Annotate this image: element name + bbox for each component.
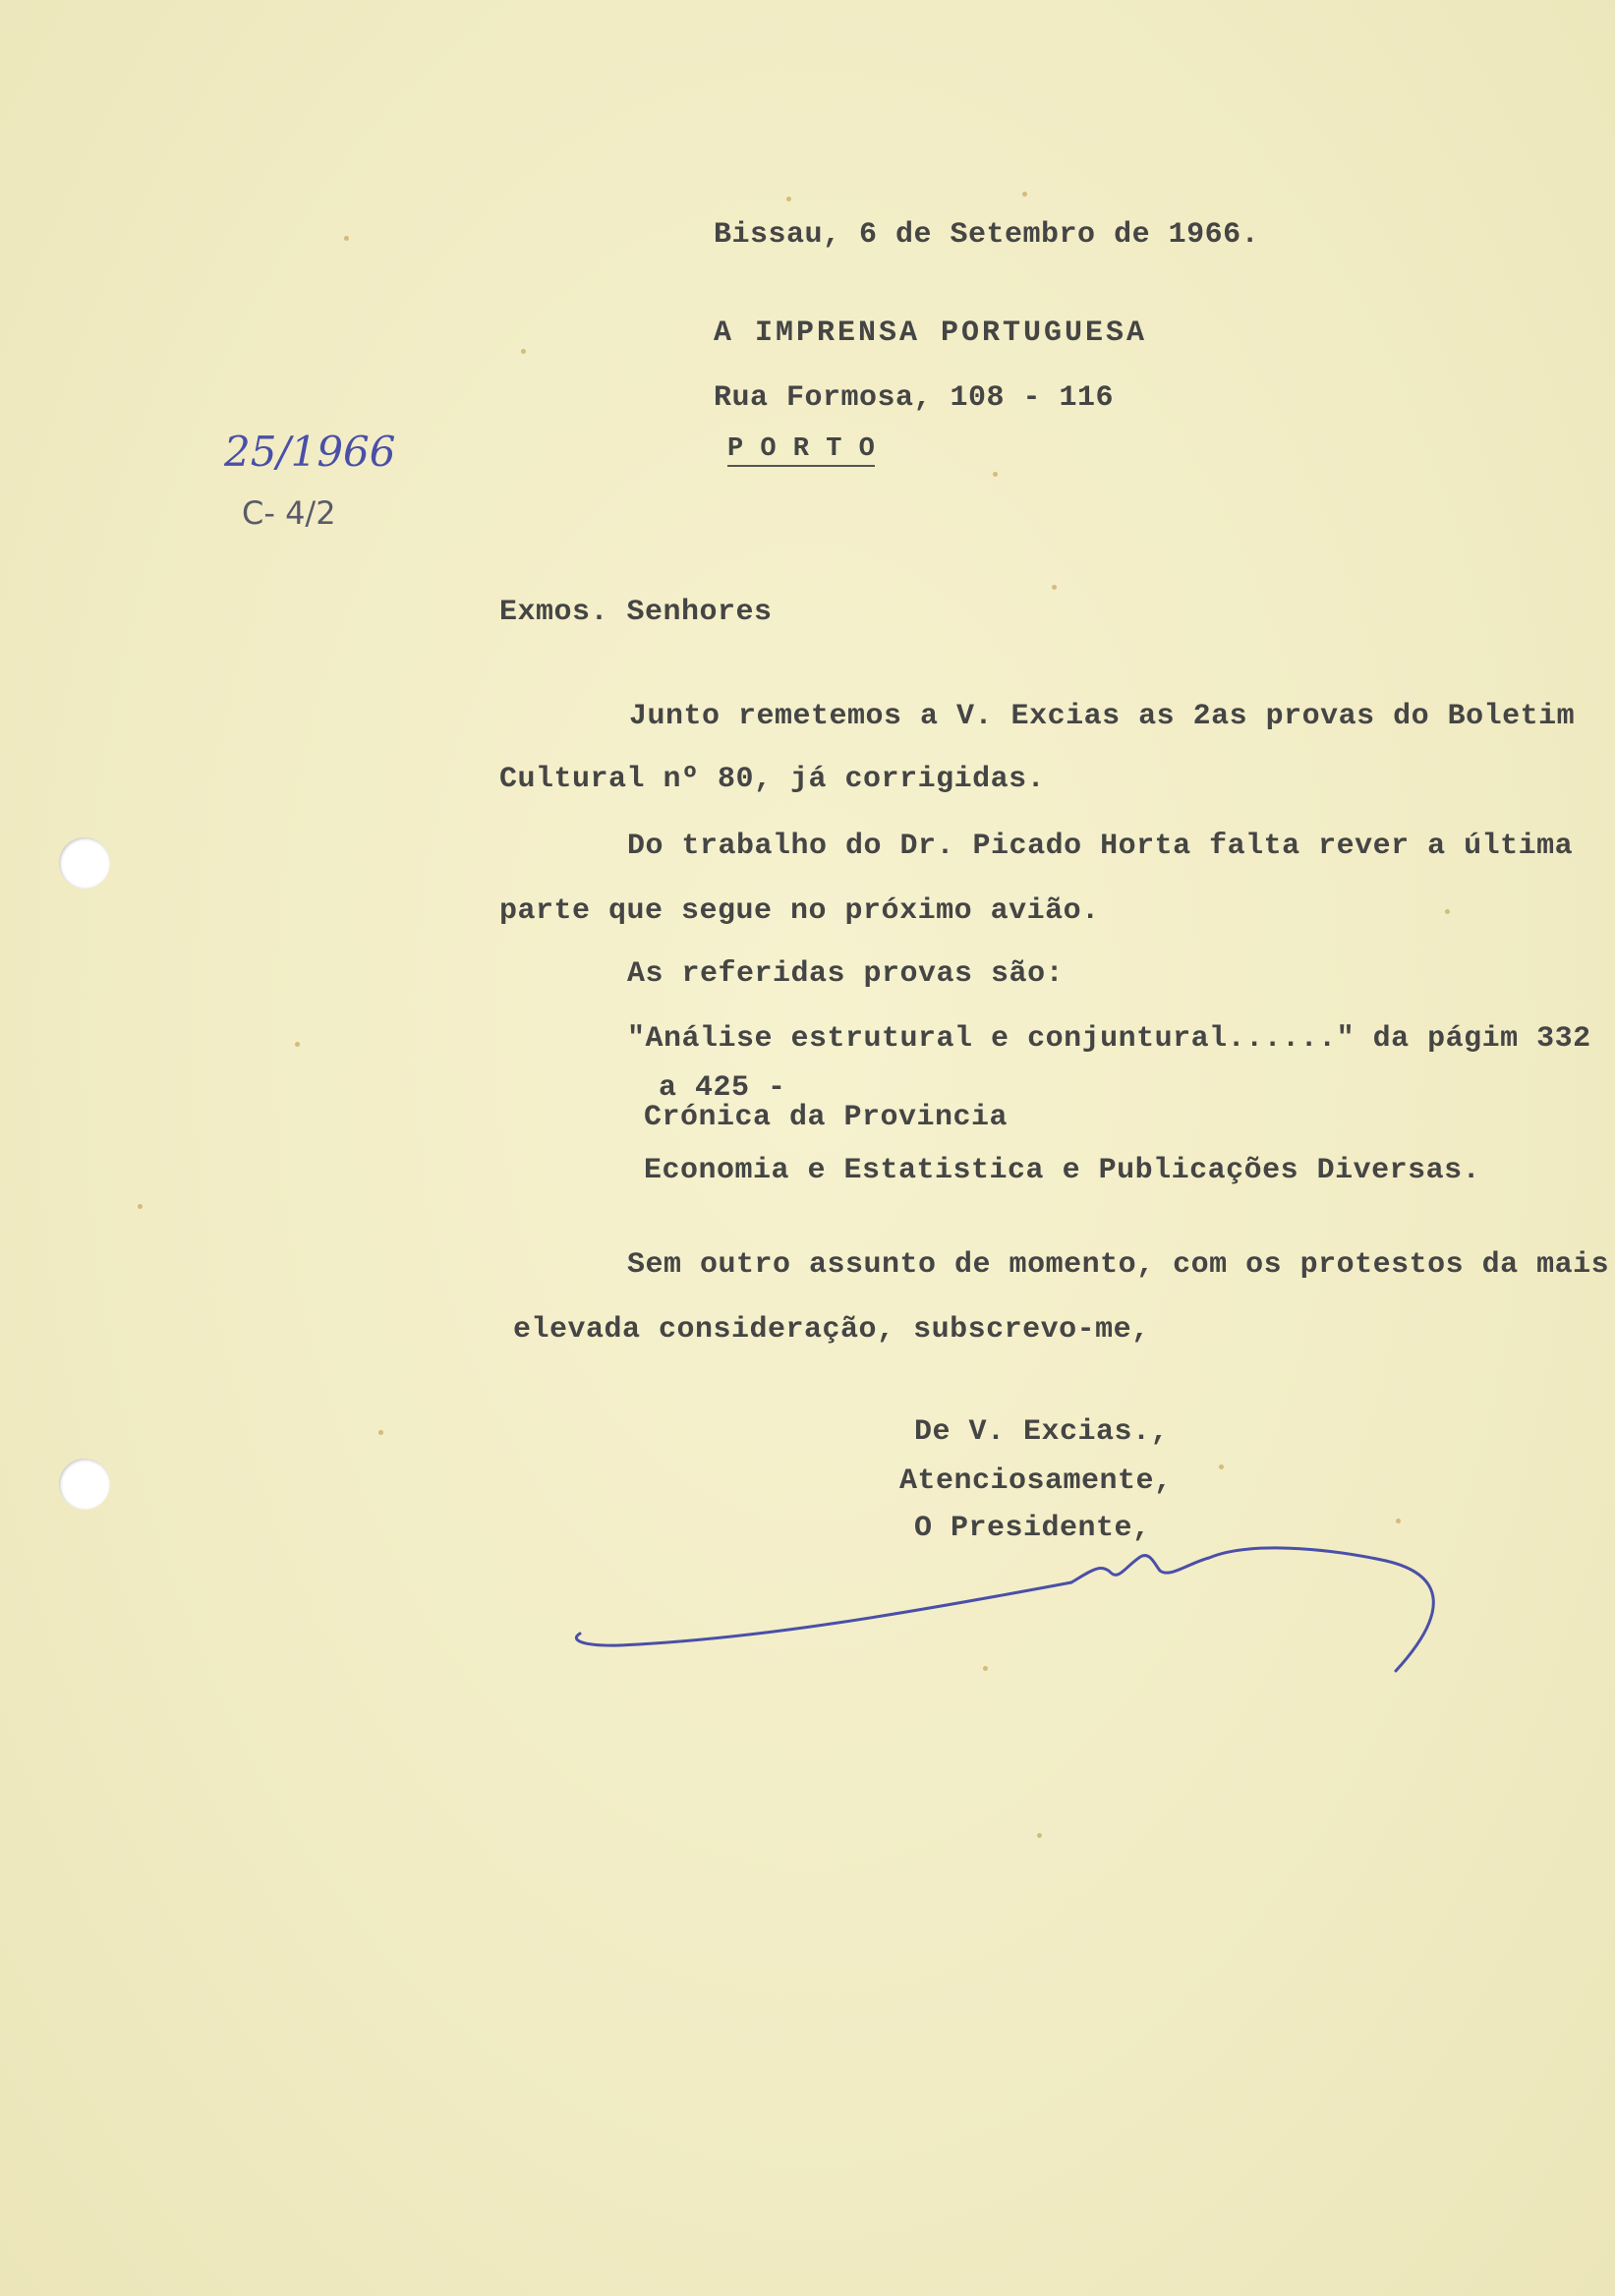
- place-date: Bissau, 6 de Setembro de 1966.: [714, 218, 1260, 252]
- punch-hole-top: [59, 837, 110, 889]
- item-2: Crónica da Provincia: [644, 1101, 1009, 1134]
- paper-speck: [378, 1430, 383, 1435]
- paragraph-3: As referidas provas são:: [627, 957, 1065, 991]
- recipient-city: P O R T O: [727, 434, 875, 467]
- paper-speck: [295, 1042, 300, 1047]
- archive-code: C- 4/2: [242, 494, 336, 532]
- closing-line-2: elevada consideração, subscrevo-me,: [513, 1313, 1150, 1347]
- paper-speck: [1052, 585, 1057, 590]
- paper-speck: [138, 1204, 143, 1209]
- item-1-line-1: "Análise estrutural e conjuntural......" da págim 332: [627, 1022, 1591, 1056]
- recipient-name: A IMPRENSA PORTUGUESA: [714, 316, 1148, 350]
- signoff-line-2: Atenciosamente,: [899, 1464, 1173, 1498]
- paragraph-1-line-2: Cultural nº 80, já corrigidas.: [499, 763, 1046, 796]
- signoff-line-3: O Presidente,: [914, 1512, 1151, 1545]
- item-1-line-2: a 425 -: [659, 1071, 786, 1105]
- salutation: Exmos. Senhores: [499, 596, 773, 629]
- paper-speck: [521, 349, 526, 354]
- paragraph-2-line-1: Do trabalho do Dr. Picado Horta falta rever a última: [627, 830, 1574, 863]
- paper-speck: [786, 197, 791, 201]
- paper-speck: [1396, 1519, 1401, 1523]
- archive-number: 25/1966: [224, 428, 396, 476]
- signoff-line-1: De V. Excias.,: [914, 1415, 1170, 1449]
- paper-speck: [1219, 1464, 1224, 1469]
- recipient-address: Rua Formosa, 108 - 116: [714, 381, 1115, 415]
- punch-hole-bottom: [59, 1459, 110, 1510]
- paper-speck: [344, 236, 349, 241]
- closing-line-1: Sem outro assunto de momento, com os protestos da mais: [627, 1248, 1610, 1282]
- paragraph-1-line-1: Junto remetemos a V. Excias as 2as provas do Boletim: [629, 700, 1576, 733]
- item-3: Economia e Estatistica e Publicações Diversas.: [644, 1154, 1481, 1187]
- paper-speck: [1037, 1833, 1042, 1838]
- paper-speck: [993, 472, 998, 477]
- paper-speck: [1445, 909, 1450, 914]
- paragraph-2-line-2: parte que segue no próximo avião.: [499, 894, 1100, 928]
- signature-mark: [560, 1543, 1465, 1691]
- paper-speck: [1022, 192, 1027, 197]
